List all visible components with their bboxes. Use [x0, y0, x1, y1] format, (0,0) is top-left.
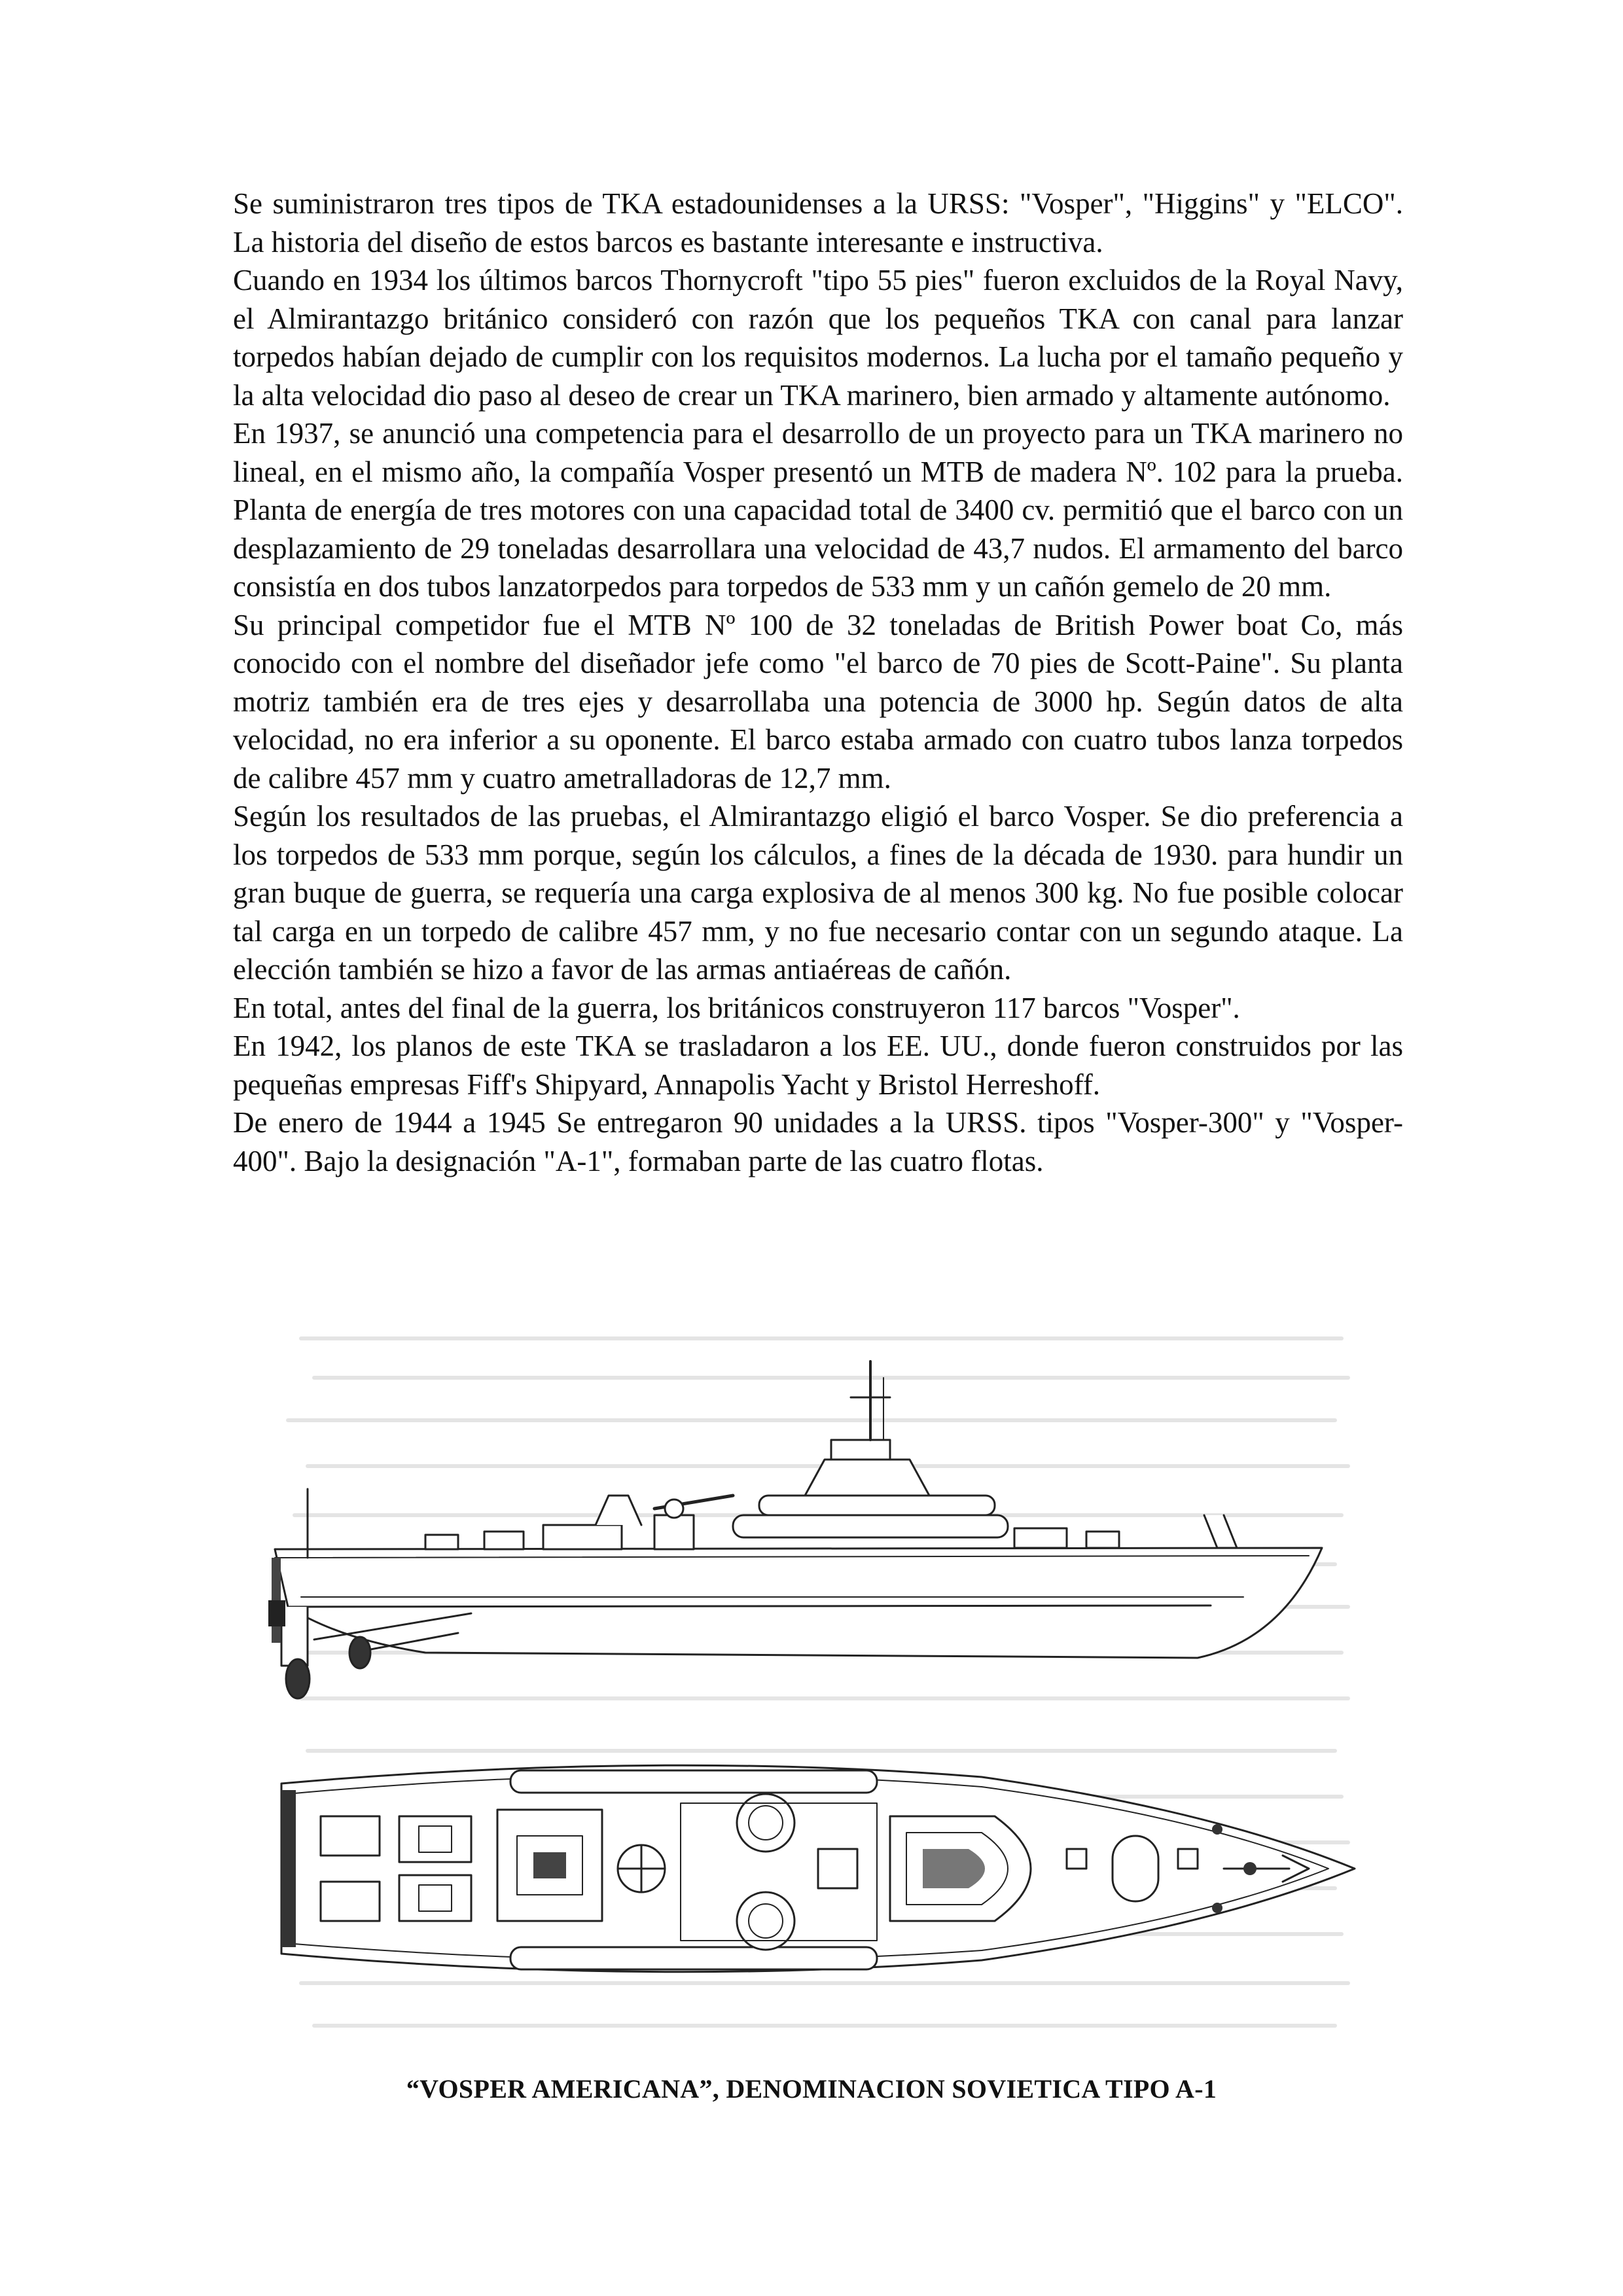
body-text [233, 185, 1403, 1180]
paragraph-5: Según los resultados de las pruebas, el Almirantazgo eligió el barco Vosper. Se dio preferencia a los torpedos de 533 mm porque, según los cálculos, a fines de la década de 1930. para hundir un gran buque de guerra, se requería una carga explosiva de al menos 300 kg. No fue posible colocar tal carga en un torpedo de calibre 457 mm, y no fue necesario contar con un segundo ataque. La elección también se hizo a favor de las armas antiaéreas de cañón. [233, 800, 1403, 986]
paragraph-4: Su principal competidor fue el MTB Nº 100 de 32 toneladas de British Power boat Co, más conocido con el nombre del diseñador jefe como "el barco de 70 pies de Scott-Paine". Su planta motriz también era de tres ejes y desarrollaba una potencia de 3000 hp. Según datos de alta velocidad, no era inferior a su oponente. El barco estaba armado con cuatro tubos lanza torpedos de calibre 457 mm y cuatro ametralladoras de 12,7 mm. [233, 608, 1403, 795]
paragraph-3: En 1937, se anunció una competencia para el desarrollo de un proyecto para un TKA marinero no lineal, en el mismo año, la compañía Vosper presentó un MTB de madera Nº. 102 para la prueba. Planta de energía de tres motores con una capacidad total de 3400 cv. permitió que el barco con un desplazamiento de 29 toneladas desarrollara una velocidad de 43,7 nudos. El armamento del barco consistía en dos tubos lanzatorpedos para torpedos de 533 mm y un cañón gemelo de 20 mm. [233, 417, 1403, 603]
paragraph-7: En 1942, los planos de este TKA se trasladaron a los EE. UU., donde fueron construidos por las pequeñas empresas Fiff's Shipyard, Annapolis Yacht y Bristol Herreshoff. [233, 1030, 1403, 1101]
paragraph-2: Cuando en 1934 los últimos barcos Thornycroft "tipo 55 pies" fueron excluidos de la Royal Navy, el Almirantazgo británico consideró con razón que los pequeños TKA con canal para lanzar torpedos habían dejado de cumplir con los requisitos modernos. La lucha por el tamaño pequeño y la alta velocidad dio paso al deseo de crear un TKA marinero, bien armado y altamente autónomo. [233, 264, 1403, 412]
paragraph-1: Se suministraron tres tipos de TKA estadounidenses a la URSS: "Vosper", "Higgins" y "ELCO". La historia del diseño de estos barcos es bastante interesante e instructiva. [233, 187, 1403, 259]
side-view-drawing [268, 1361, 1322, 1698]
paragraph-6: En total, antes del final de la guerra, los británicos construyeron 117 barcos "Vosper". [233, 991, 1240, 1024]
paragraph-8: De enero de 1944 a 1945 Se entregaron 90 unidades a la URSS. tipos "Vosper-300" y "Vosper-400". Bajo la designación "A-1", formaban parte de las cuatro flotas. [233, 1106, 1403, 1177]
figure-caption: “VOSPER AMERICANA”, DENOMINACION SOVIETICA TIPO A-1 [406, 2074, 1217, 2104]
boat-drawing-figure [262, 1299, 1374, 2045]
